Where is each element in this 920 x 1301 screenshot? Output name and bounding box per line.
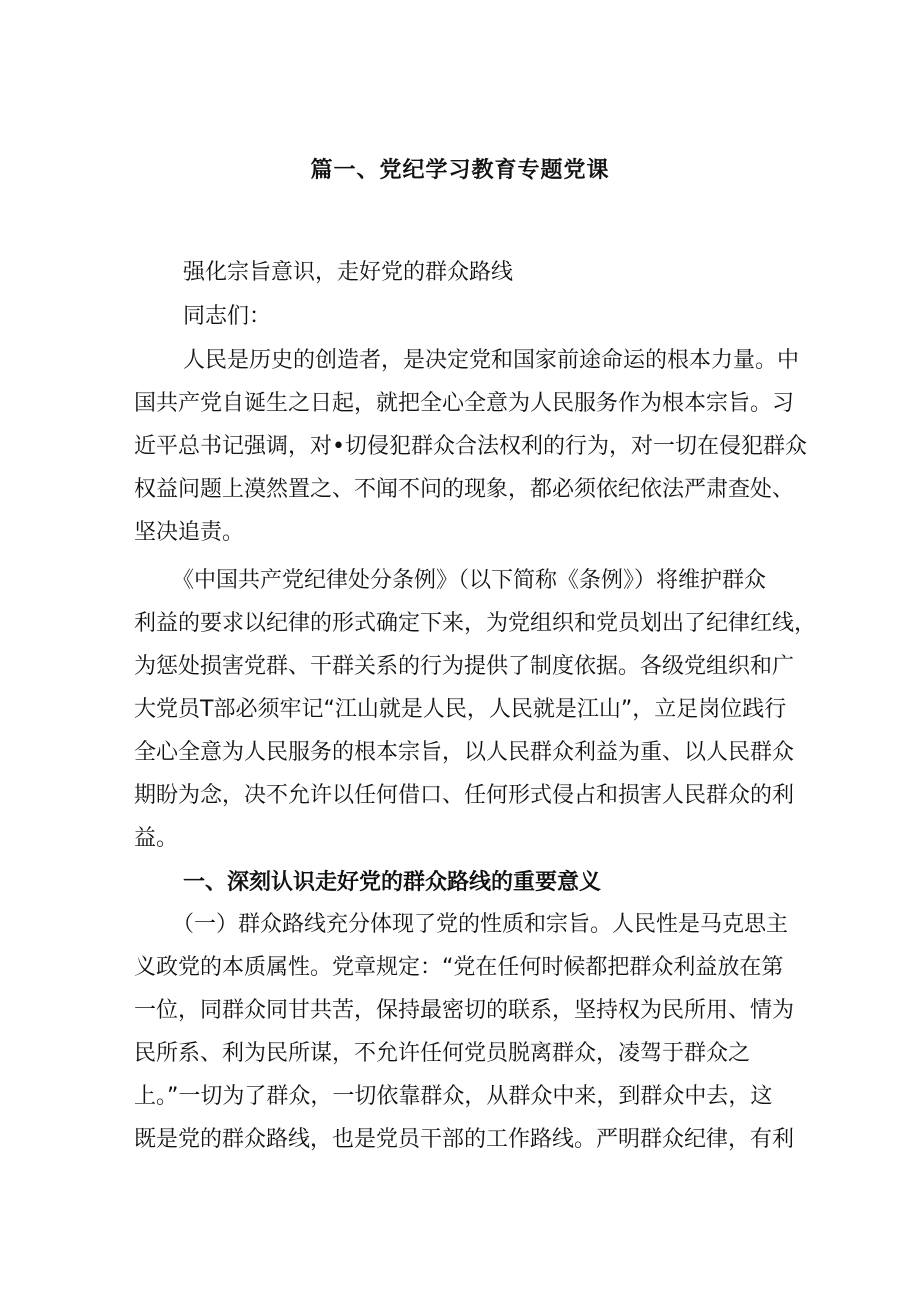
paragraph-line: 《中国共产党纪律处分条例》（以下简称《条例》）将维护群众 [172,568,767,593]
paragraph-line: 为惩处损害党群、干群关系的行为提供了制度依据。各级党组织和广 [134,654,795,679]
paragraph-line: 益。 [134,826,179,851]
paragraph-line: （一）群众路线充分体现了党的性质和宗旨。人民性是马克思主 [172,912,789,937]
paragraph-line: 权益问题上漠然置之、不闻不问的现象，都必须依纪依法严肃查处、 [134,477,795,502]
paragraph-line: 人民是历史的创造者，是决定党和国家前途命运的根本力量。中 [183,348,800,373]
paragraph-line: 利益的要求以纪律的形式确定下来，为党组织和党员划出了纪律红线， [134,611,817,636]
paragraph-line: 上。”一切为了群众，一切依靠群众，从群众中来，到群众中去，这 [134,1084,773,1109]
salutation: 同志们： [183,304,272,329]
section-heading: 一、深刻认识走好党的群众路线的重要意义 [183,870,602,895]
paragraph-line: 坚决追责。 [134,520,245,545]
document-title: 篇一、党纪学习教育专题党课 [310,158,610,183]
document-subtitle: 强化宗旨意识，走好党的群众路线 [183,260,514,285]
paragraph-line: 大党员T部必须牢记“江山就是人民，人民就是江山”，立足岗位践行 [134,697,787,722]
paragraph-line: 近平总书记强调，对•切侵犯群众合法权利的行为，对一切在侵犯群众 [134,434,807,459]
paragraph-line: 既是党的群众路线，也是党员干部的工作路线。严明群众纪律，有利 [134,1127,795,1152]
paragraph-line: 全心全意为人民服务的根本宗旨，以人民群众利益为重、以人民群众 [134,740,795,765]
paragraph-line: 国共产党自诞生之日起，就把全心全意为人民服务作为根本宗旨。习 [134,391,795,416]
paragraph-line: 民所系、利为民所谋，不允许任何党员脱离群众，凌驾于群众之 [134,1041,751,1066]
paragraph-line: 义政党的本质属性。党章规定：“党在任何时候都把群众利益放在第 [134,955,784,980]
paragraph-line: 一位，同群众同甘共苦，保持最密切的联系，坚持权为民所用、情为 [134,998,795,1023]
paragraph-line: 期盼为念，决不允许以任何借口、任何形式侵占和损害人民群众的利 [134,783,795,808]
